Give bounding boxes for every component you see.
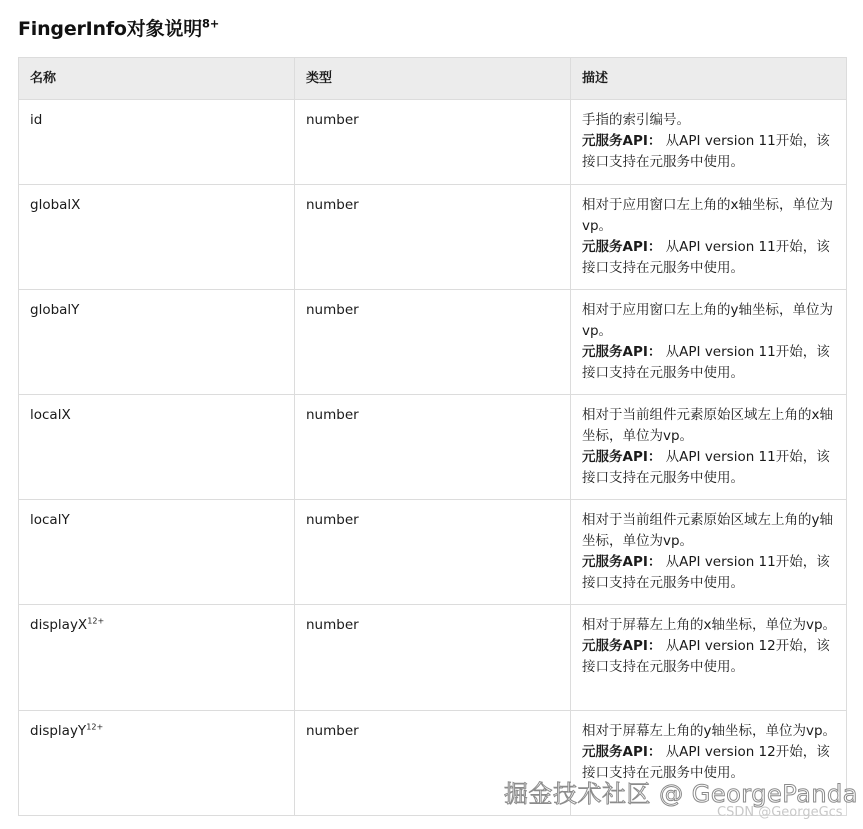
cell-name <box>19 290 295 395</box>
csdn-watermark: CSDN @GeorgeGcs <box>717 805 843 820</box>
section-title <box>18 14 219 41</box>
cell-desc <box>571 290 847 395</box>
desc-text: 相对于当前组件元素原始区域左上角的x轴坐标，单位为vp。 <box>582 407 833 444</box>
table-row <box>19 185 847 290</box>
api-label: 元服务API： <box>582 239 662 255</box>
field-name: localY <box>30 512 70 528</box>
cell-type: number <box>295 605 571 711</box>
field-name: displayY <box>30 723 87 739</box>
api-label: 元服务API： <box>582 638 662 654</box>
desc-text: 相对于屏幕左上角的y轴坐标，单位为vp。 <box>582 723 837 739</box>
cell-type: number <box>295 500 571 605</box>
field-name: localX <box>30 407 71 423</box>
field-version-sup: 12+ <box>87 615 105 626</box>
cell-type: number <box>295 185 571 290</box>
field-name: displayX <box>30 617 88 633</box>
cell-desc <box>571 185 847 290</box>
field-name: globalY <box>30 302 80 318</box>
cell-name <box>19 185 295 290</box>
version-sup: 8+ <box>202 16 220 31</box>
api-text: 从API version 12开始，该接口支持在元服务中使用。 <box>582 638 830 675</box>
cell-name <box>19 605 295 711</box>
api-text: 从API version 12开始，该接口支持在元服务中使用。 <box>582 744 830 781</box>
desc-text: 相对于当前组件元素原始区域左上角的y轴坐标，单位为vp。 <box>582 512 833 549</box>
header-desc: 描述 <box>571 58 847 100</box>
section-title-text: FingerInfo对象说明 <box>18 18 202 40</box>
desc-text: 相对于屏幕左上角的x轴坐标，单位为vp。 <box>582 617 837 633</box>
cell-desc <box>571 100 847 185</box>
api-text: 从API version 11开始，该接口支持在元服务中使用。 <box>582 344 830 381</box>
cell-name <box>19 500 295 605</box>
juejin-watermark: 掘金技术社区 @ GeorgePanda <box>504 780 859 808</box>
cell-name <box>19 100 295 185</box>
table-row <box>19 395 847 500</box>
cell-type: number <box>295 290 571 395</box>
desc-text: 手指的索引编号。 <box>582 112 690 128</box>
table-row <box>19 605 847 711</box>
cell-type: number <box>295 711 571 816</box>
table-header-row <box>19 58 847 100</box>
api-text: 从API version 11开始，该接口支持在元服务中使用。 <box>582 554 830 591</box>
api-label: 元服务API： <box>582 554 662 570</box>
cell-desc <box>571 605 847 711</box>
api-text: 从API version 11开始，该接口支持在元服务中使用。 <box>582 449 830 486</box>
desc-text: 相对于应用窗口左上角的y轴坐标，单位为vp。 <box>582 302 833 339</box>
field-name: globalX <box>30 197 81 213</box>
cell-desc <box>571 500 847 605</box>
cell-type: number <box>295 100 571 185</box>
cell-name <box>19 711 295 816</box>
desc-text: 相对于应用窗口左上角的x轴坐标，单位为vp。 <box>582 197 833 234</box>
api-label: 元服务API： <box>582 449 662 465</box>
api-text: 从API version 11开始，该接口支持在元服务中使用。 <box>582 133 830 170</box>
header-type: 类型 <box>295 58 571 100</box>
field-version-sup: 12+ <box>86 721 104 732</box>
header-name: 名称 <box>19 58 295 100</box>
table-row <box>19 100 847 185</box>
api-label: 元服务API： <box>582 133 662 149</box>
table-row <box>19 500 847 605</box>
cell-name <box>19 395 295 500</box>
fingerinfo-table <box>18 57 847 816</box>
api-text: 从API version 11开始，该接口支持在元服务中使用。 <box>582 239 830 276</box>
api-label: 元服务API： <box>582 344 662 360</box>
table-row <box>19 290 847 395</box>
cell-type: number <box>295 395 571 500</box>
cell-desc <box>571 395 847 500</box>
api-label: 元服务API： <box>582 744 662 760</box>
field-name: id <box>30 112 43 128</box>
